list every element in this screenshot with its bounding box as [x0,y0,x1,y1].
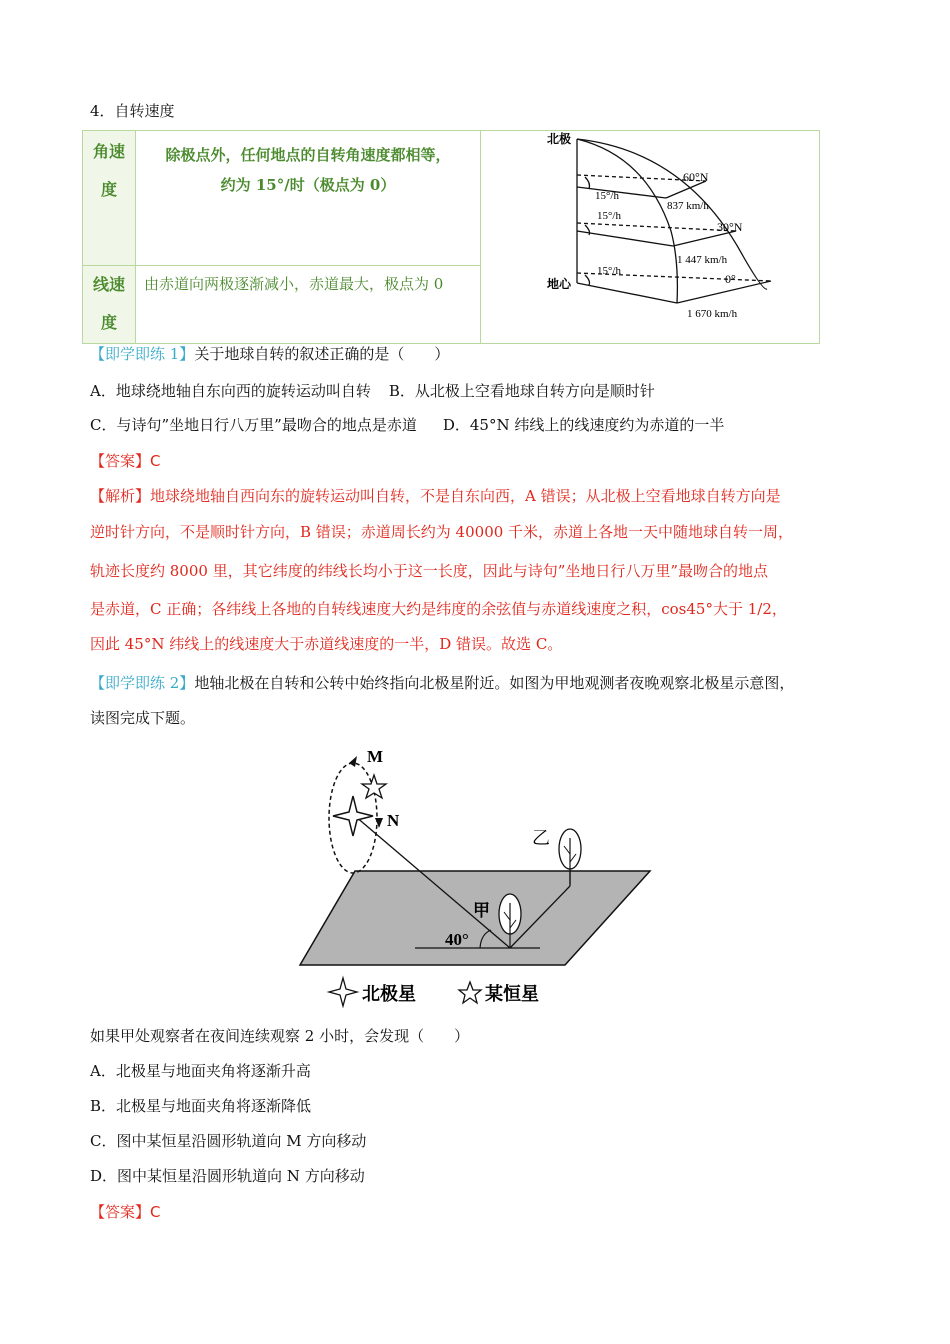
q1-analysis-4: 是赤道，C 正确；各纬线上各地的自转线速度大约是纬度的余弦值与赤道线速度之积，cos45°大于 1/2， [90,600,787,618]
lat60-label: 60°N [683,170,709,184]
lat0-label: 0° [725,272,736,286]
q2-option-c: C．图中某恒星沿圆形轨道向 M 方向移动 [90,1132,367,1150]
q1-option-c: C．与诗句”坐地日行八万里”最吻合的地点是赤道 [90,416,417,434]
q2-stem1: 地轴北极在自转和公转中始终指向北极星附近。如图为甲地观测者夜晚观察北极星示意图， [194,674,795,692]
v60-label: 837 km/h [667,200,709,212]
q2-sub-stem: 如果甲处观察者在夜间连续观察 2 小时，会发现（ ） [90,1027,470,1045]
q1-options-ab [90,380,655,402]
q2-answer: 【答案】C [90,1203,161,1221]
rotation-speed-table [82,130,820,344]
legend-polaris-icon [329,978,357,1006]
angular-30-label: 15°/h [597,210,621,222]
angular-0-label: 15°/h [597,265,621,277]
label-m: M [367,747,384,766]
label-jia: 甲 [473,901,490,921]
angular-speed-key: 角速 度 [83,131,136,266]
legend-polaris-label: 北极星 [362,984,416,1005]
label-n: N [387,811,400,830]
legend-star-label: 某恒星 [485,984,539,1005]
q1-options-cd [90,414,724,436]
label-yi: 乙 [532,828,550,849]
v30-label: 1 447 km/h [677,254,728,266]
polaris-star-icon [333,796,373,836]
label-angle: 40° [445,930,469,949]
angular-speed-value: 除极点外，任何地点的自转角速度都相等， 约为 15°/时（极点为 0） [136,131,481,266]
rotation-speed-figure-cell [481,131,820,344]
q1-option-d: D．45°N 纬线上的线速度约为赤道的一半 [442,416,725,434]
q2-option-b: B．北极星与地面夹角将逐渐降低 [90,1097,312,1115]
q1-analysis-5: 因此 45°N 纬线上的线速度大于赤道线速度的一半，D 错误。故选 C。 [90,635,563,653]
linear-speed-value: 由赤道向两极逐渐减小，赤道最大，极点为 0 [136,266,481,344]
q1-option-b: B．从北极上空看地球自转方向是顺时针 [388,382,655,400]
q1-analysis-2: 逆时针方向，不是顺时针方向，B 错误；赤道周长约为 40000 千米，赤道上各地一天中随地球自转一周， [90,523,794,541]
north-pole-label: 北极 [547,132,572,146]
q1-tag: 【即学即练 1】 [90,345,195,363]
q2-tag: 【即学即练 2】 [90,674,195,692]
q2-stem-line1 [90,672,794,694]
inner-arc [577,139,677,303]
angular-60-label: 15°/h [595,190,619,202]
q1-analysis-3: 轨迹长度约 8000 里，其它纬度的纬线长均小于这一长度，因此与诗句”坐地日行八万里”最吻合的地点 [90,562,769,580]
legend-star-icon [459,982,481,1003]
q2-stem-line2: 读图完成下题。 [90,709,196,727]
q1-stem: 关于地球自转的叙述正确的是（ ） [194,345,450,363]
lat30-label: 30°N [717,220,743,234]
earth-center-label: 地心 [547,277,572,291]
q1-option-a: A．地球绕地轴自东向西的旋转运动叫自转 [90,382,371,400]
q1-stem-line [90,343,449,365]
q1-answer: 【答案】C [90,452,161,470]
q2-option-a: A．北极星与地面夹角将逐渐升高 [90,1062,311,1080]
linear-speed-key: 线速 度 [83,266,136,344]
q2-option-d: D．图中某恒星沿圆形轨道向 N 方向移动 [90,1167,365,1185]
polaris-diagram [295,738,665,1008]
q1-analysis-1: 【解析】地球绕地轴自西向东的旋转运动叫自转，不是自东向西，A 错误；从北极上空看地球自转方向是 [90,487,781,505]
v0-label: 1 670 km/h [687,308,738,320]
rotation-speed-diagram [481,131,819,339]
section-title: 4．自转速度 [90,102,175,120]
